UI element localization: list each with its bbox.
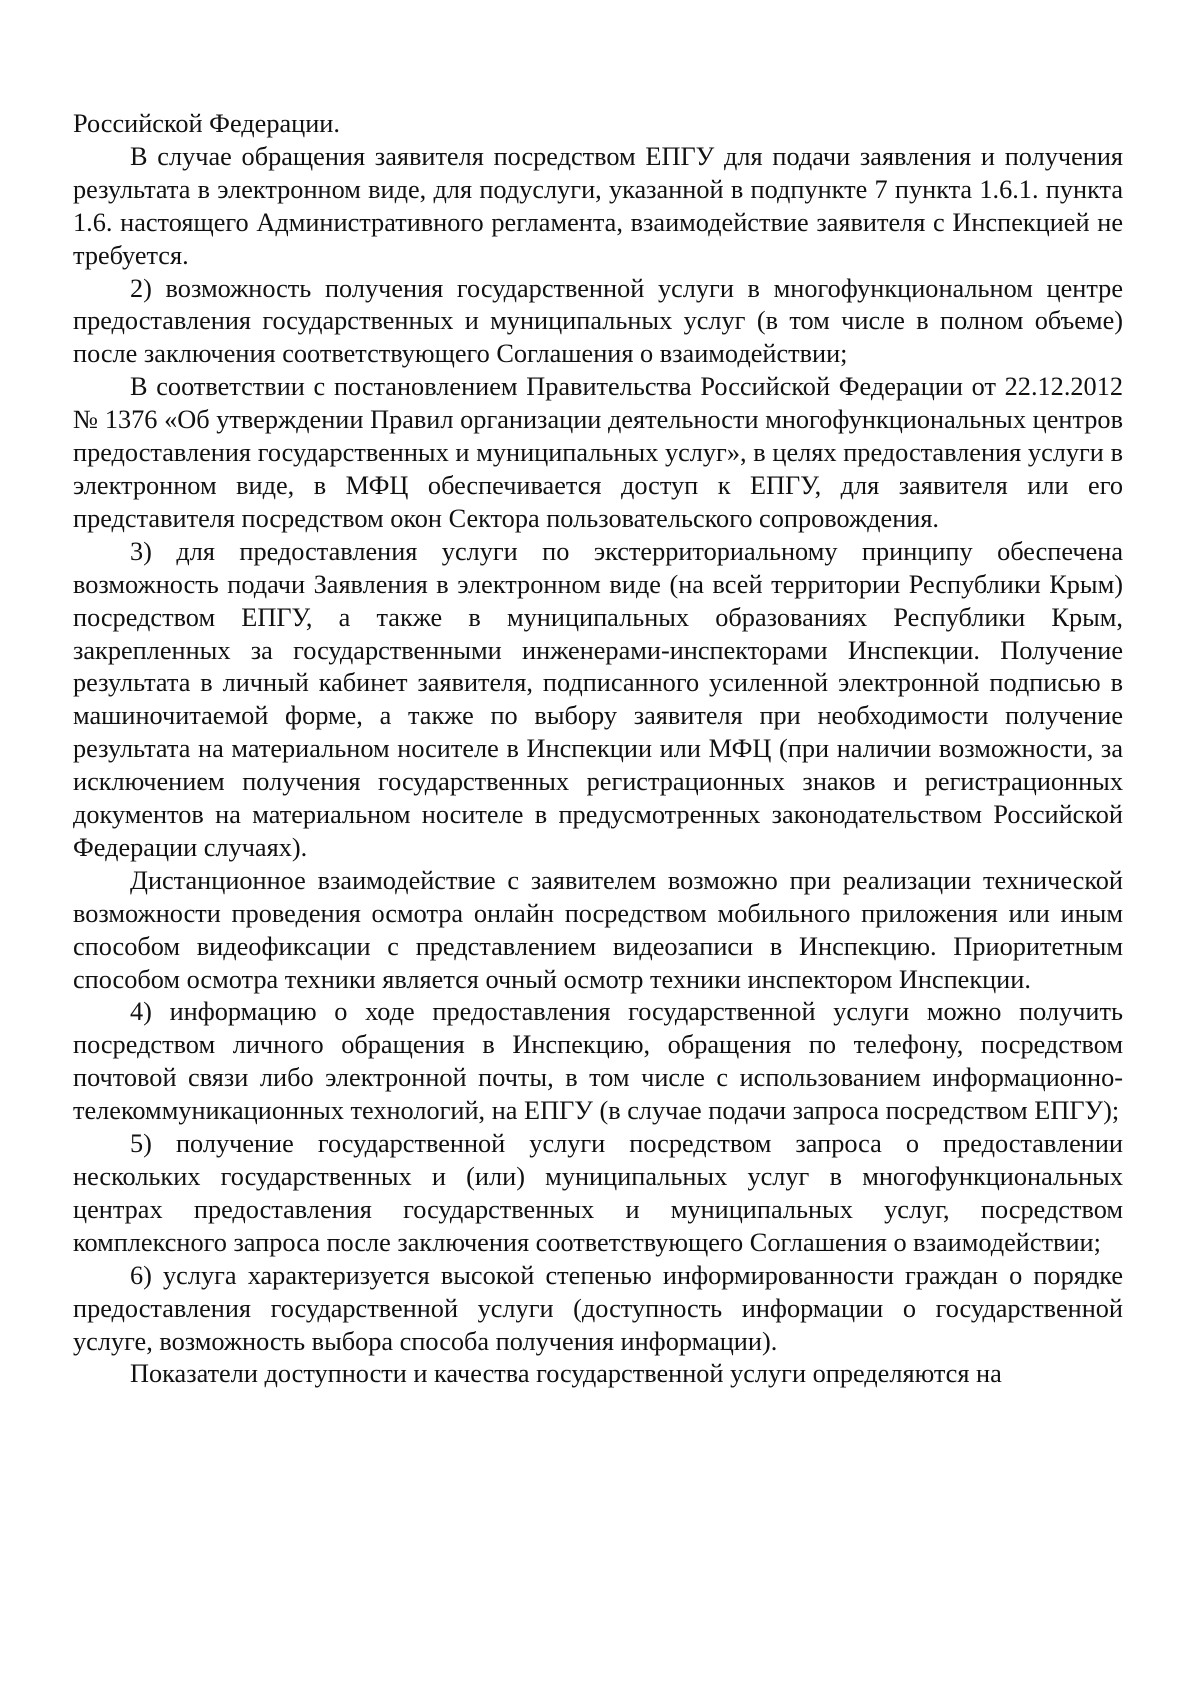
paragraph-item-3: 3) для предоставления услуги по экстерриториальному принципу обеспечена возможность подачи Заявления в электронном виде (на всей территории Республики Крым) посредством ЕПГУ, а также в муниципальных образованиях Республики Крым, закрепленных за государственными инженерами-инспекторами Инспекции. Получение результата в личный кабинет заявителя, подписанного усиленной электронной подписью в машиночитаемой форме, а также по выбору заявителя при необходимости получение результата на материальном носителе в Инспекции или МФЦ (при наличии возможности, за исключением получения государственных регистрационных знаков и регистрационных документов на материальном носителе в предусмотренных законодательством Российской Федерации случаях). <box>73 536 1123 862</box>
paragraph-continuation: Российской Федерации. <box>73 109 340 138</box>
document-page <box>73 108 1123 1391</box>
paragraph-indicators: Показатели доступности и качества государственной услуги определяются на <box>130 1359 1002 1389</box>
paragraph-item-2: 2) возможность получения государственной услуги в многофункциональном центре предоставления государственных и муниципальных услуг (в том числе в полном объеме) после заключения соответствующего Соглашения о взаимодействии; <box>73 273 1123 369</box>
paragraph-epgu-interaction: В случае обращения заявителя посредством ЕПГУ для подачи заявления и получения результата в электронном виде, для подуслуги, указанной в подпункте 7 пункта 1.6.1. пункта 1.6. настоящего Административного регламента, взаимодействие заявителя с Инспекцией не требуется. <box>73 141 1123 270</box>
paragraph-item-4: 4) информацию о ходе предоставления государственной услуги можно получить посредством личного обращения в Инспекцию, обращения по телефону, посредством почтовой связи либо электронной почты, в том числе с использованием информационно-телекоммуникационных технологий, на ЕПГУ (в случае подачи запроса посредством ЕПГУ); <box>73 997 1123 1126</box>
paragraph-mfc-resolution: В соответствии с постановлением Правительства Российской Федерации от 22.12.2012 № 1376 «Об утверждении Правил организации деятельности многофункциональных центров предоставления государственных и муниципальных услуг», в целях предоставления услуги в электронном виде, в МФЦ обеспечивается доступ к ЕПГУ, для заявителя или его представителя посредством окон Сектора пользовательского сопровождения. <box>73 372 1123 533</box>
paragraph-item-6: 6) услуга характеризуется высокой степенью информированности граждан о порядке предоставления государственной услуги (доступность информации о государственной услуге, возможность выбора способа получения информации). <box>73 1260 1123 1356</box>
paragraph-remote-inspection: Дистанционное взаимодействие с заявителем возможно при реализации технической возможности проведения осмотра онлайн посредством мобильного приложения или иным способом видеофиксации с представлением видеозаписи в Инспекцию. Приоритетным способом осмотра техники является очный осмотр техники инспектором Инспекции. <box>73 865 1123 994</box>
paragraph-item-5: 5) получение государственной услуги посредством запроса о предоставлении нескольких государственных и (или) муниципальных услуг в многофункциональных центрах предоставления государственных и муниципальных услуг, посредством комплексного запроса после заключения соответствующего Соглашения о взаимодействии; <box>73 1129 1123 1257</box>
